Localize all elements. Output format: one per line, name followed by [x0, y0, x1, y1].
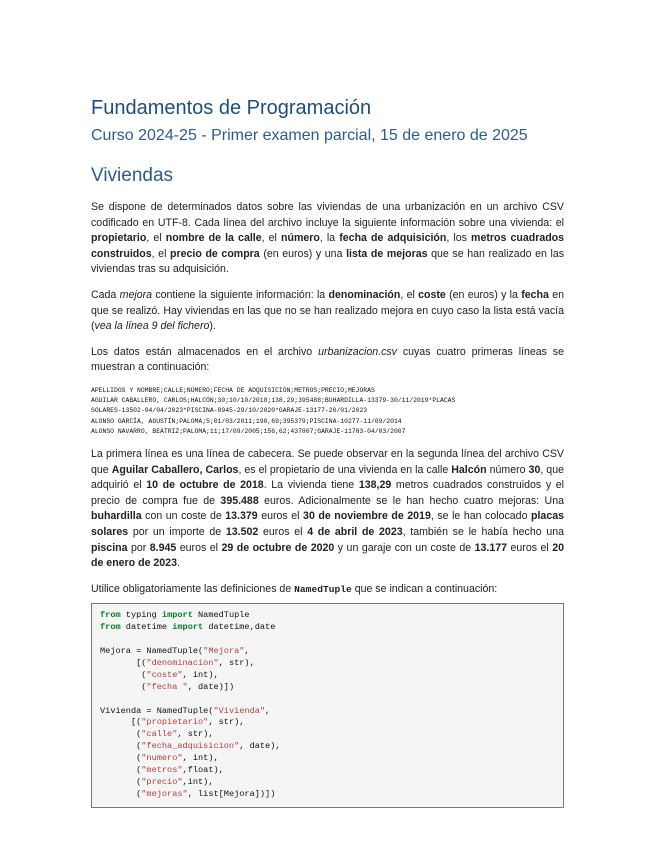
document-title: Fundamentos de Programación — [91, 97, 372, 119]
mejora-paragraph: Cada mejora contiene la siguiente información: la denominación, el coste (en euros) y la fecha en que se realizó. Hay viviendas en las que no se han realizado mejora en cuyo caso la lista está vacía (vea la línea 9 del fichero). — [91, 288, 564, 333]
code-line: ("precio",int), — [100, 776, 214, 787]
code-line — [100, 694, 555, 706]
code-line: ("fecha ", date)]) — [100, 681, 235, 692]
csv-line: SOLARES-13502-04/04/2023*PISCINA-8945-29/10/2020*GARAJE-13177-20/01/2023 — [91, 407, 368, 415]
code-line: [("denominacion", str), — [100, 657, 255, 668]
code-line: ("metros",float), — [100, 765, 224, 776]
code-line: ("mejoras", list[Mejora])]) — [100, 788, 276, 799]
file-paragraph: Los datos están almacenados en el archivo urbanizacion.csv cuyas cuatro primeras líneas se muestran a continuación: — [91, 345, 564, 374]
code-line: ("coste", int), — [100, 669, 219, 680]
document-page — [91, 96, 564, 808]
csv-line: APELLIDOS Y NOMBRE;CALLE;NÚMERO;FECHA DE ADQUISICIÓN;METROS;PRECIO;MEJORAS — [91, 386, 375, 394]
code-line — [100, 634, 555, 646]
code-line: ("numero", int), — [100, 753, 219, 764]
code-line: ("calle", str), — [100, 729, 214, 740]
csv-line: ALONSO GARCÍA, AGUSTÍN;PALOMA;5;01/03/2011;190,69;395379;PISCINA-10277-11/09/2014 — [91, 417, 402, 425]
csv-sample — [91, 386, 564, 437]
section-heading: Viviendas — [91, 165, 174, 186]
intro-paragraph: Se dispone de determinados datos sobre las viviendas de una urbanización en un archivo CSV codificado en UTF-8. Cada línea del archivo incluye la siguiente información sobre una vivienda: el propietario, el nombre de la calle, el número, la fecha de adquisición, los metros cuadrados construidos, el precio de compra (en euros) y una lista de mejoras que se han realizado en las viviendas tras su adquisición. — [91, 201, 565, 276]
code-line: ("fecha_adquisicion", date), — [100, 741, 281, 752]
code-line: [("propietario", str), — [100, 717, 245, 728]
code-line: from datetime import datetime,date — [100, 622, 276, 633]
inline-code: NamedTuple — [294, 583, 352, 595]
code-line: Mejora = NamedTuple("Mejora", — [100, 646, 250, 657]
document-subtitle: Curso 2024-25 - Primer examen parcial, 15 de enero de 2025 — [91, 127, 528, 144]
code-line: Vivienda = NamedTuple("Vivienda", — [100, 705, 271, 716]
csv-line: AGUILAR CABALLERO, CARLOS;HALCÓN;30;10/10/2018;138,29;395488;BUHARDILLA-13379-30/11/2019*PLACAS — [91, 397, 456, 405]
code-line: from typing import NamedTuple — [100, 610, 250, 621]
example-paragraph: La primera línea es una línea de cabecera. Se puede observar en la segunda línea del archivo CSV que Aguilar Caballero, Carlos, es el propietario de una vivienda en la calle Halcón número 30, que adquirió el 10 de octubre de 2018. La vivienda tiene 138,29 metros cuadrados construidos y el precio de compra fue de 395.488 euros. Adicionalmente se le han hecho cuatro mejoras: Una buhardilla con un coste de 13.379 euros el 30 de noviembre de 2019, se le han colocado placas solares por un importe de 13.502 euros el 4 de abril de 2023, también se le había hecho una piscina por 8.945 euros el 29 de octubre de 2020 y un garaje con un coste de 13.177 euros el 20 de enero de 2023. — [91, 447, 565, 570]
code-block — [91, 603, 564, 808]
namedtuple-paragraph: Utilice obligatoriamente las definiciones de NamedTuple que se indican a continuación: — [91, 582, 498, 595]
csv-line: ALONSO NAVARRO, BEATRIZ;PALOMA;11;17/09/2005;156,62;437807;GARAJE-11783-04/03/2007 — [91, 427, 406, 435]
